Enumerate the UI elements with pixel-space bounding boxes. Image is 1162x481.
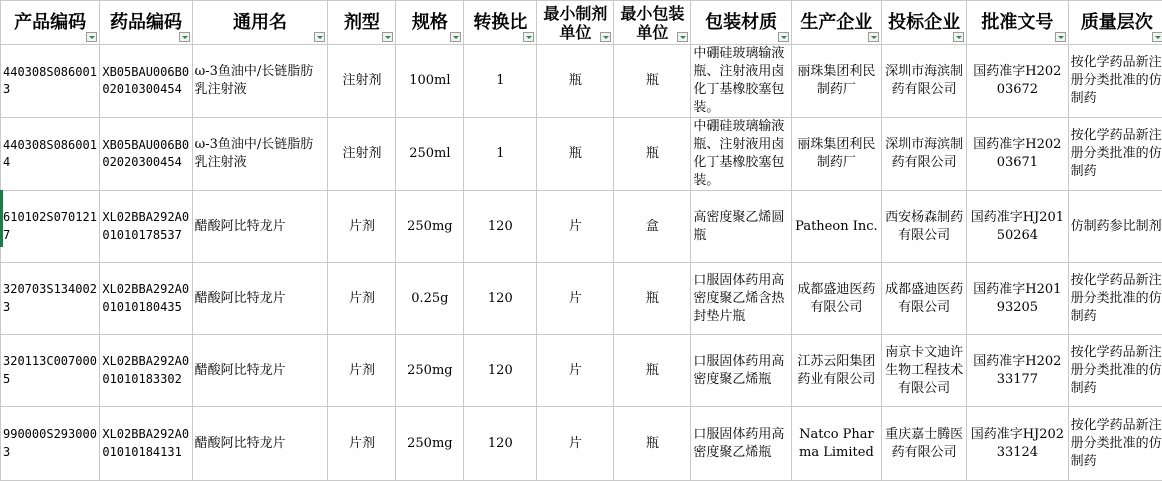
column-header-label: 转换比 bbox=[473, 12, 527, 33]
filter-dropdown-icon[interactable] bbox=[600, 32, 611, 42]
table-cell[interactable]: 仿制药参比制剂 bbox=[1068, 191, 1162, 263]
table-cell[interactable]: 醋酸阿比特龙片 bbox=[192, 191, 328, 263]
table-cell[interactable]: 250mg bbox=[396, 407, 464, 481]
filter-dropdown-icon[interactable] bbox=[1055, 32, 1066, 42]
table-cell[interactable]: 口服固体药用高密度聚乙烯瓶 bbox=[691, 407, 791, 481]
column-header-0[interactable] bbox=[1, 1, 100, 45]
table-cell[interactable]: 片剂 bbox=[328, 335, 396, 407]
table-cell[interactable]: 片 bbox=[537, 407, 614, 481]
table-cell[interactable]: XB05BAU006B002010300454 bbox=[100, 45, 192, 118]
table-cell[interactable]: XL02BBA292A001010178537 bbox=[100, 191, 192, 263]
table-cell[interactable]: 瓶 bbox=[614, 335, 691, 407]
table-cell[interactable]: 国药准字HJ20150264 bbox=[967, 191, 1068, 263]
filter-dropdown-icon[interactable] bbox=[86, 32, 97, 42]
column-header-label: 生产企业 bbox=[800, 12, 872, 33]
table-cell[interactable]: 西安杨森制药有限公司 bbox=[882, 191, 967, 263]
table-cell[interactable]: 瓶 bbox=[614, 45, 691, 118]
table-cell[interactable]: 盒 bbox=[614, 191, 691, 263]
table-cell[interactable]: 国药准字H20233177 bbox=[967, 335, 1068, 407]
table-cell[interactable]: XB05BAU006B002020300454 bbox=[100, 118, 192, 191]
table-cell[interactable]: 120 bbox=[464, 191, 537, 263]
table-cell[interactable]: 120 bbox=[464, 263, 537, 335]
column-header-label: 药品编码 bbox=[110, 12, 182, 33]
column-header-label: 质量层次 bbox=[1081, 12, 1153, 33]
column-header-10[interactable] bbox=[882, 1, 967, 45]
table-cell[interactable]: 120 bbox=[464, 407, 537, 481]
table-cell[interactable]: 按化学药品新注册分类批准的仿制药 bbox=[1068, 263, 1162, 335]
filter-dropdown-icon[interactable] bbox=[382, 32, 393, 42]
table-row bbox=[1, 335, 1162, 407]
table-cell[interactable]: 深圳市海滨制药有限公司 bbox=[882, 118, 967, 191]
column-header-11[interactable] bbox=[967, 1, 1068, 45]
table-cell[interactable]: 0.25g bbox=[396, 263, 464, 335]
column-header-label: 产品编码 bbox=[14, 12, 86, 33]
table-cell[interactable]: 高密度聚乙烯圆瓶 bbox=[691, 191, 791, 263]
table-cell[interactable]: XL02BBA292A001010180435 bbox=[100, 263, 192, 335]
table-cell[interactable]: 深圳市海滨制药有限公司 bbox=[882, 45, 967, 118]
table-cell[interactable]: 醋酸阿比特龙片 bbox=[192, 335, 328, 407]
table-cell[interactable]: 醋酸阿比特龙片 bbox=[192, 263, 328, 335]
table-cell[interactable]: 国药准字H20203672 bbox=[967, 45, 1068, 118]
column-header-2[interactable] bbox=[192, 1, 328, 45]
filter-dropdown-icon[interactable] bbox=[314, 32, 325, 42]
table-cell[interactable]: 按化学药品新注册分类批准的仿制药 bbox=[1068, 45, 1162, 118]
table-row bbox=[1, 407, 1162, 481]
table-cell[interactable]: 国药准字H20193205 bbox=[967, 263, 1068, 335]
table-cell[interactable]: 按化学药品新注册分类批准的仿制药 bbox=[1068, 335, 1162, 407]
table-cell[interactable]: 320703S1340023 bbox=[1, 263, 100, 335]
active-cell-indicator bbox=[0, 190, 3, 247]
table-cell[interactable]: 250ml bbox=[396, 118, 464, 191]
table-cell[interactable]: 片 bbox=[537, 335, 614, 407]
table-cell[interactable]: 1 bbox=[464, 118, 537, 191]
table-cell[interactable]: 片 bbox=[537, 263, 614, 335]
table-cell[interactable]: XL02BBA292A001010183302 bbox=[100, 335, 192, 407]
table-cell[interactable]: 瓶 bbox=[614, 118, 691, 191]
column-header-label: 通用名 bbox=[233, 12, 287, 33]
table-cell[interactable]: Natco Pharma Limited bbox=[791, 407, 881, 481]
table-cell[interactable]: 瓶 bbox=[537, 118, 614, 191]
table-cell[interactable]: 江苏云阳集团药业有限公司 bbox=[791, 335, 881, 407]
column-header-9[interactable] bbox=[791, 1, 881, 45]
table-cell[interactable]: 片剂 bbox=[328, 191, 396, 263]
table-row bbox=[1, 191, 1162, 263]
table-cell[interactable]: XL02BBA292A001010184131 bbox=[100, 407, 192, 481]
column-header-7[interactable] bbox=[614, 1, 691, 45]
column-header-1[interactable] bbox=[100, 1, 192, 45]
filter-dropdown-icon[interactable] bbox=[179, 32, 190, 42]
table-cell[interactable]: 按化学药品新注册分类批准的仿制药 bbox=[1068, 118, 1162, 191]
table-cell[interactable]: 南京卡文迪许生物工程技术有限公司 bbox=[882, 335, 967, 407]
column-header-8[interactable] bbox=[691, 1, 791, 45]
table-cell[interactable]: 醋酸阿比特龙片 bbox=[192, 407, 328, 481]
table-cell[interactable]: 320113C0070005 bbox=[1, 335, 100, 407]
filter-dropdown-icon[interactable] bbox=[677, 32, 688, 42]
table-cell[interactable]: ω-3鱼油中/长链脂肪乳注射液 bbox=[192, 45, 328, 118]
filter-dropdown-icon[interactable] bbox=[450, 32, 461, 42]
table-cell[interactable]: ω-3鱼油中/长链脂肪乳注射液 bbox=[192, 118, 328, 191]
filter-dropdown-icon[interactable] bbox=[868, 32, 879, 42]
table-cell[interactable]: 瓶 bbox=[614, 263, 691, 335]
column-header-4[interactable] bbox=[396, 1, 464, 45]
table-row bbox=[1, 45, 1162, 118]
table-cell[interactable]: 成都盛迪医药有限公司 bbox=[791, 263, 881, 335]
table-cell[interactable]: 120 bbox=[464, 335, 537, 407]
table-cell[interactable]: 重庆嘉士腾医药有限公司 bbox=[882, 407, 967, 481]
filter-dropdown-icon[interactable] bbox=[778, 32, 789, 42]
column-header-5[interactable] bbox=[464, 1, 537, 45]
table-cell[interactable]: 注射剂 bbox=[328, 45, 396, 118]
table-cell[interactable]: 按化学药品新注册分类批准的仿制药 bbox=[1068, 407, 1162, 481]
column-header-label: 投标企业 bbox=[888, 12, 960, 33]
column-header-label: 最小制剂单位 bbox=[543, 4, 607, 42]
column-header-label: 批准文号 bbox=[981, 12, 1053, 33]
header-row bbox=[1, 1, 1162, 45]
filter-dropdown-icon[interactable] bbox=[953, 32, 964, 42]
column-header-label: 最小包装单位 bbox=[620, 4, 684, 42]
table-cell[interactable]: 250mg bbox=[396, 191, 464, 263]
table-cell[interactable]: 口服固体药用高密度聚乙烯瓶 bbox=[691, 335, 791, 407]
table-row bbox=[1, 118, 1162, 191]
table-cell[interactable]: 瓶 bbox=[614, 407, 691, 481]
table-cell[interactable]: 中硼硅玻璃输液瓶、注射液用卤化丁基橡胶塞包装。 bbox=[691, 118, 791, 191]
table-cell[interactable]: 990000S2930003 bbox=[1, 407, 100, 481]
table-cell[interactable]: 成都盛迪医药有限公司 bbox=[882, 263, 967, 335]
table-cell[interactable]: Patheon Inc. bbox=[791, 191, 881, 263]
filter-dropdown-icon[interactable] bbox=[1152, 32, 1162, 42]
table-cell[interactable]: 440308S0860014 bbox=[1, 118, 100, 191]
column-header-6[interactable] bbox=[537, 1, 614, 45]
table-cell[interactable]: 250mg bbox=[396, 335, 464, 407]
table-cell[interactable]: 100ml bbox=[396, 45, 464, 118]
table-row bbox=[1, 263, 1162, 335]
column-header-label: 规格 bbox=[412, 12, 448, 33]
table-cell[interactable]: 瓶 bbox=[537, 45, 614, 118]
table-cell[interactable]: 丽珠集团利民制药厂 bbox=[791, 118, 881, 191]
table-cell[interactable]: 610102S0701217 bbox=[1, 191, 100, 263]
column-header-label: 包装材质 bbox=[705, 12, 777, 33]
table-cell[interactable]: 丽珠集团利民制药厂 bbox=[791, 45, 881, 118]
table-cell[interactable]: 1 bbox=[464, 45, 537, 118]
column-header-12[interactable] bbox=[1068, 1, 1162, 45]
table-cell[interactable]: 口服固体药用高密度聚乙烯含热封垫片瓶 bbox=[691, 263, 791, 335]
table-cell[interactable]: 片剂 bbox=[328, 407, 396, 481]
table-cell[interactable]: 注射剂 bbox=[328, 118, 396, 191]
column-header-3[interactable] bbox=[328, 1, 396, 45]
column-header-label: 剂型 bbox=[344, 12, 380, 33]
table-cell[interactable]: 片剂 bbox=[328, 263, 396, 335]
table-cell[interactable]: 440308S0860013 bbox=[1, 45, 100, 118]
filter-dropdown-icon[interactable] bbox=[523, 32, 534, 42]
table-cell[interactable]: 国药准字HJ20233124 bbox=[967, 407, 1068, 481]
table-cell[interactable]: 片 bbox=[537, 191, 614, 263]
table-cell[interactable]: 国药准字H20203671 bbox=[967, 118, 1068, 191]
table-cell[interactable]: 中硼硅玻璃输液瓶、注射液用卤化丁基橡胶塞包装。 bbox=[691, 45, 791, 118]
